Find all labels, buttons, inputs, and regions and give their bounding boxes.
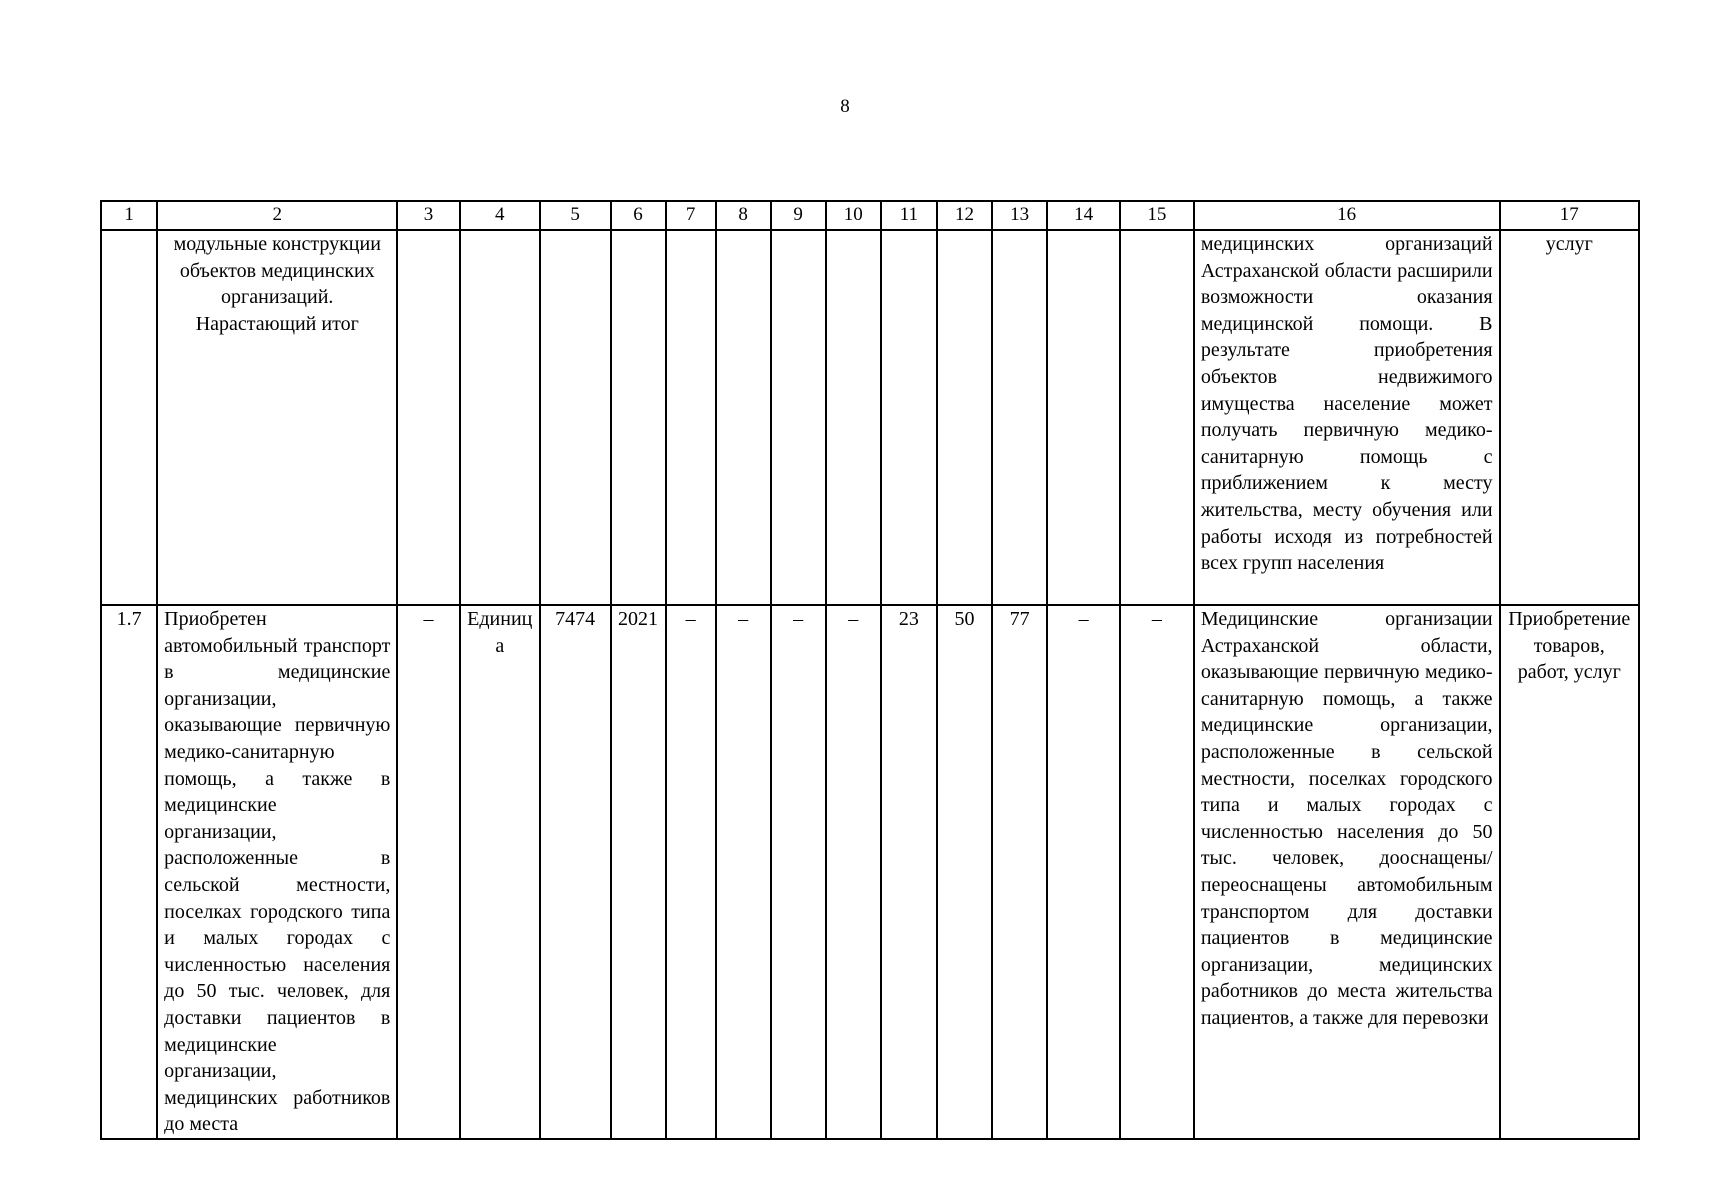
table-cell: 7474: [540, 605, 611, 1139]
table-cell: [826, 230, 881, 605]
table-cell: –: [826, 605, 881, 1139]
header-cell: 10: [826, 201, 881, 230]
table-cell: медицинских организаций Астраханской области расширили возможности оказания медицинской помощи. В результате приобретения объектов недвижимого имущества население может получать первичную медико-санитарную помощь с приближением к месту жительства, месту обучения или работы исходя из потребностей всех групп населения: [1194, 230, 1500, 605]
table-cell: Медицинские организации Астраханской области, оказывающие первичную медико-санитарную помощь, а также медицинские организации, расположенные в сельской местности, поселках городского типа и малых городах с численностью населения до 50 тыс. человек, дооснащены/переоснащены автомобильным транспортом для доставки пациентов в медицинские организации, медицинских работников до места жительства пациентов, а также для перевозки: [1194, 605, 1500, 1139]
header-cell: 1: [101, 201, 157, 230]
table-cell: [771, 230, 826, 605]
header-cell: 9: [771, 201, 826, 230]
table-cell: 23: [881, 605, 937, 1139]
table-cell: –: [1047, 605, 1120, 1139]
table-row: [101, 230, 1639, 605]
table-row: [101, 605, 1639, 1139]
header-cell: 15: [1120, 201, 1194, 230]
table-cell: [716, 230, 771, 605]
table-cell: [397, 230, 459, 605]
header-cell: 3: [397, 201, 459, 230]
table-cell: Единица: [460, 605, 540, 1139]
table-cell: –: [1120, 605, 1194, 1139]
table-cell: Приобретен автомобильный транспорт в медицинские организации, оказывающие первичную медико-санитарную помощь, а также в медицинские организации, расположенные в сельской местности, поселках городского типа и малых городах с численностью населения до 50 тыс. человек, для доставки пациентов в медицинские организации, медицинских работников до места: [157, 605, 397, 1139]
table-cell: [1047, 230, 1120, 605]
table-cell: [101, 230, 157, 605]
header-cell: 8: [716, 201, 771, 230]
table-cell: [540, 230, 611, 605]
header-cell: 13: [992, 201, 1047, 230]
table-cell: [881, 230, 937, 605]
table-cell: услуг: [1500, 230, 1639, 605]
header-cell: 7: [666, 201, 716, 230]
table-cell: –: [666, 605, 716, 1139]
table-cell: Приобретение товаров, работ, услуг: [1500, 605, 1639, 1139]
header-cell: 16: [1194, 201, 1500, 230]
header-cell: 4: [460, 201, 540, 230]
table-cell: [1120, 230, 1194, 605]
table-cell: 2021: [611, 605, 666, 1139]
header-cell: 14: [1047, 201, 1120, 230]
header-cell: 2: [157, 201, 397, 230]
table-cell: [611, 230, 666, 605]
table-cell: модульные конструкции объектов медицинских организаций. Нарастающий итог: [157, 230, 397, 605]
table-cell: –: [716, 605, 771, 1139]
table-cell: –: [771, 605, 826, 1139]
table-cell: [992, 230, 1047, 605]
table-cell: 1.7: [101, 605, 157, 1139]
header-cell: 6: [611, 201, 666, 230]
table-cell: [666, 230, 716, 605]
header-cell: 12: [937, 201, 992, 230]
table-cell: –: [397, 605, 459, 1139]
header-row: [101, 201, 1639, 230]
table-cell: 77: [992, 605, 1047, 1139]
page-number: 8: [840, 96, 850, 117]
header-cell: 11: [881, 201, 937, 230]
indicators-table: [100, 200, 1640, 1140]
header-cell: 17: [1500, 201, 1639, 230]
header-cell: 5: [540, 201, 611, 230]
table-cell: [937, 230, 992, 605]
table-cell: 50: [937, 605, 992, 1139]
table-cell: [460, 230, 540, 605]
